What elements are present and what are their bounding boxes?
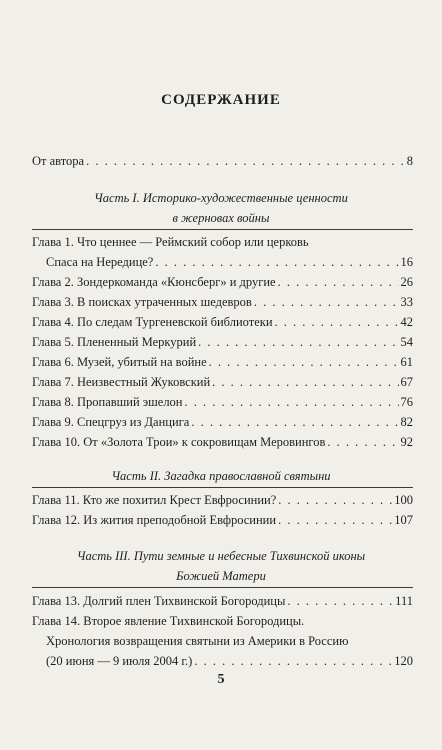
toc-entry-preface xyxy=(32,151,413,171)
leader-dots xyxy=(209,352,399,372)
toc-entry-chapter-8 xyxy=(32,392,413,412)
toc-entry-label: Глава 3. В поисках утраченных шедевров xyxy=(32,295,252,309)
part-3-heading-line-2: Божией Матери xyxy=(176,569,266,583)
toc-entry-label: Глава 12. Из жития преподобной Евфросинии xyxy=(32,513,277,527)
page-title: СОДЕРЖАНИЕ xyxy=(161,92,281,108)
toc-entry-chapter-11 xyxy=(32,490,413,510)
leader-dots xyxy=(278,272,399,292)
toc-page-number: 100 xyxy=(394,493,413,507)
toc-entry-label: Глава 6. Музей, убитый на войне xyxy=(32,355,207,369)
toc-page-number: 76 xyxy=(400,395,413,409)
toc-entry-chapter-4 xyxy=(32,312,413,332)
toc-entry-label: Глава 2. Зондеркоманда «Кюнсберг» и другие xyxy=(32,275,276,289)
toc-entry-label-cont: (20 июня — 9 июля 2004 г.) xyxy=(46,654,193,668)
toc-entry-chapter-9 xyxy=(32,412,413,432)
toc-entry-chapter-2 xyxy=(32,272,413,292)
toc-entry-label: Глава 11. Кто же похитил Крест Евфросинии? xyxy=(32,493,277,507)
leader-dots xyxy=(194,651,392,671)
toc-entry-chapter-14 xyxy=(32,611,413,631)
toc-page-number: 42 xyxy=(400,315,413,329)
leader-dots xyxy=(275,312,399,332)
toc-page-number: 107 xyxy=(394,513,413,527)
toc-entry-label: Глава 9. Спецгруз из Данцига xyxy=(32,415,190,429)
toc-page-number: 54 xyxy=(400,335,413,349)
toc-entry-chapter-6 xyxy=(32,352,413,372)
divider xyxy=(32,587,413,588)
toc-entry-label: Глава 1. Что ценнее — Реймский собор или церковь xyxy=(32,235,309,249)
toc-entry-chapter-14-cont: Хронология возвращения святыни из Америки в Россию xyxy=(46,634,349,648)
leader-dots xyxy=(86,151,405,171)
leader-dots xyxy=(327,432,398,452)
divider xyxy=(32,487,413,488)
toc-page-number: 61 xyxy=(400,355,413,369)
part-1-heading-line-1: Часть I. Историко-художественные ценности xyxy=(94,191,348,205)
leader-dots xyxy=(185,392,399,412)
toc-page-number: 26 xyxy=(400,275,413,289)
toc-page-number: 33 xyxy=(400,295,413,309)
leader-dots xyxy=(278,490,392,510)
leader-dots xyxy=(212,372,398,392)
toc-entry-label: Глава 10. От «Золота Трои» к сокровищам Меровингов xyxy=(32,435,326,449)
toc-entry-chapter-7 xyxy=(32,372,413,392)
leader-dots xyxy=(278,510,392,530)
toc-entry-label: Глава 14. Второе явление Тихвинской Богородицы. xyxy=(32,614,305,628)
divider xyxy=(32,229,413,230)
toc-entry-chapter-14-dates xyxy=(46,651,413,671)
toc-page-number: 120 xyxy=(394,654,413,668)
toc-entry-chapter-1-cont xyxy=(46,252,413,272)
toc-entry-chapter-10 xyxy=(32,432,413,452)
toc-entry-chapter-1 xyxy=(32,232,413,252)
leader-dots xyxy=(198,332,398,352)
toc-page-number: 111 xyxy=(395,594,413,608)
leader-dots xyxy=(254,292,399,312)
toc-entry-label: От автора xyxy=(32,154,85,168)
leader-dots xyxy=(287,591,393,611)
toc-page-number: 16 xyxy=(400,255,413,269)
toc-page-number: 67 xyxy=(400,375,413,389)
toc-entry-chapter-13 xyxy=(32,591,413,611)
part-3-heading-line-1: Часть III. Пути земные и небесные Тихвинской иконы xyxy=(76,549,366,563)
toc-entry-label: Глава 4. По следам Тургеневской библиотеки xyxy=(32,315,273,329)
toc-page-number: 82 xyxy=(400,415,413,429)
leader-dots xyxy=(155,252,398,272)
toc-page-number: 8 xyxy=(406,154,413,168)
toc-entry-chapter-3 xyxy=(32,292,413,312)
toc-entry-chapter-5 xyxy=(32,332,413,352)
toc-entry-label: Глава 5. Плененный Меркурий xyxy=(32,335,197,349)
toc-entry-label-cont: Спаса на Нередице? xyxy=(46,255,154,269)
page-number: 5 xyxy=(217,672,225,687)
toc-entry-label: Глава 7. Неизвестный Жуковский xyxy=(32,375,211,389)
part-2-heading: Часть II. Загадка православной святыни xyxy=(111,469,331,483)
leader-dots xyxy=(191,412,398,432)
toc-entry-chapter-12 xyxy=(32,510,413,530)
toc-page-number: 92 xyxy=(400,435,413,449)
toc-entry-label: Глава 8. Пропавший эшелон xyxy=(32,395,183,409)
part-1-heading-line-2: в жерновах войны xyxy=(172,211,270,225)
toc-entry-label: Глава 13. Долгий плен Тихвинской Богородицы xyxy=(32,594,286,608)
